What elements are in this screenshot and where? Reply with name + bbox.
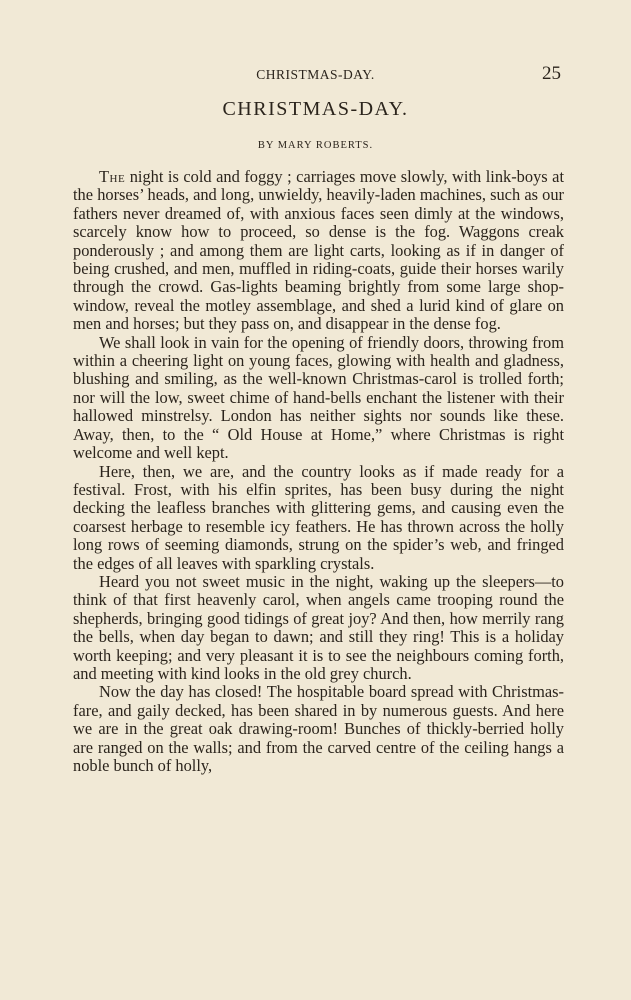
article-title: CHRISTMAS-DAY. xyxy=(222,98,409,120)
paragraph-3: Here, then, we are, and the country looks as if made ready for a festival. Frost, with his elfin sprites, has been busy during the night decking the leafless branches with glittering gems, and causing even the coarsest herbage to resemble icy feathers. He has thrown across the holly long rows of seeming diamonds, strung on the spider’s web, and fringed the edges of all leaves with sparkling crystals. xyxy=(73,461,564,573)
paragraph-2: We shall look in vain for the opening of friendly doors, throwing from within a cheering light on young faces, glowing with health and gladness, blushing and smiling, as the well-known Christmas-carol is trolled forth; nor will the low, sweet chime of hand-bells enchant the listener with their hallowed minstrelsy. London has neither sights nor sounds like these. Away, then, to the “ Old House at Home,” where Christmas is right welcome and well kept. xyxy=(73,332,564,463)
article-body xyxy=(73,168,564,775)
byline: BY MARY ROBERTS. xyxy=(257,140,374,151)
running-head xyxy=(0,63,631,87)
paragraph-1 xyxy=(73,168,564,334)
paragraph-1-text: night is cold and foggy ; carriages move slowly, with link-boys at the horses’ heads, and long, unwieldy, heavily-laden machines, such as our fathers never dreamed of, with anxious faces seen dimly at the windows, scarcely know how to proceed, so dense is the fog. Waggons creak ponderously ; and among them are light carts, looking as if in danger of being crushed, and men, muffled in riding-coats, guide their horses warily through the crowd. Gas-lights beaming brightly from some large shop-window, reveal the motley assemblage, and shed a lurid kind of glare on men and horses; but they pass on, and disappear in the dense fog. xyxy=(73,167,564,334)
running-title: CHRISTMAS-DAY. xyxy=(256,67,375,82)
first-word: The xyxy=(99,167,126,186)
paragraph-5: Now the day has closed! The hospitable board spread with Christmas-fare, and gaily decked, has been shared in by numerous guests. And here we are in the great oak drawing-room! Bunches of thickly-berried holly are ranged on the walls; and from the carved centre of the ceiling hangs a noble bunch of holly, xyxy=(73,682,564,775)
paragraph-4: Heard you not sweet music in the night, waking up the sleepers—to think of that first heavenly carol, when angels came trooping round the shepherds, bringing good tidings of great joy? And then, how merrily rang the bells, when day began to dawn; and still they ring! This is a holiday worth keeping; and very pleasant it is to see the neighbours coming forth, and meeting with kind looks in the old grey church. xyxy=(73,571,564,683)
page-number: 25 xyxy=(542,63,561,84)
